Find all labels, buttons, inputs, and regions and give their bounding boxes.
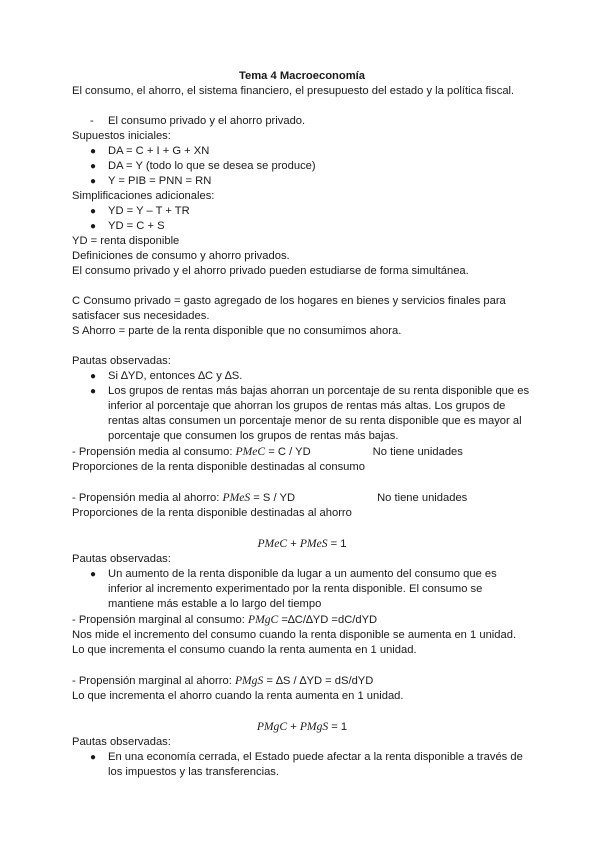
bullet-icon: ●	[90, 176, 97, 187]
consumo-definition-line-1: C Consumo privado = gasto agregado de los hogares en bienes y servicios finales para	[72, 295, 506, 307]
list-item-text: DA = C + I + G + XN	[108, 145, 210, 157]
list-item-line: Un aumento de la renta disponible da lugar a un aumento del consumo que es	[108, 568, 497, 580]
bullet-icon: ●	[90, 569, 97, 580]
pmes-description: Proporciones de la renta disponible destinadas al ahorro	[72, 507, 352, 519]
pmes-units: No tiene unidades	[377, 492, 468, 504]
ahorro-definition: S Ahorro = parte de la renta disponible que no consumimos ahora.	[72, 325, 402, 337]
list-item-line: mantiene más estable a lo largo del tiempo	[108, 598, 322, 610]
list-item-line: En una economía cerrada, el Estado puede afectar a la renta disponible a través de	[108, 751, 523, 763]
list-item-text: YD = Y – T + TR	[108, 205, 190, 217]
consumo-definition-line-2: satisfacer sus necesidades.	[72, 310, 210, 322]
list-item-text: DA = Y (todo lo que se desea se produce)	[108, 160, 316, 172]
pmes-line: - Propensión media al ahorro: PMeS = S / YD No tiene unidades	[72, 491, 468, 504]
list-item-line: inferior al porcentaje que ahorran los grupos de rentas más altas. Los grupos de	[108, 400, 506, 412]
list-item	[72, 219, 532, 234]
bullet-icon: ●	[90, 161, 97, 172]
pmgs-line: - Propensión marginal al ahorro: PMgS = ∆S / ∆YD = dS/dYD	[72, 674, 374, 687]
pmgc-description-2: Lo que incrementa el consumo cuando la renta aumenta en 1 unidad.	[72, 644, 417, 656]
list-item-line: porcentaje que consumen los grupos de rentas más bajas.	[108, 430, 399, 442]
bullet-icon: ●	[90, 206, 97, 217]
pmgs-description: Lo que incrementa el ahorro cuando la renta aumenta en 1 unidad.	[72, 690, 404, 702]
pmgc-description-1: Nos mide el incremento del consumo cuando la renta disponible se aumenta en 1 unidad.	[72, 629, 517, 641]
list-item-text: Si ∆YD, entonces ∆C y ∆S.	[108, 370, 243, 382]
yd-definition: YD = renta disponible	[72, 235, 180, 247]
pmes-symbol: PMeS	[222, 491, 251, 504]
list-item-text: YD = C + S	[108, 220, 165, 232]
list-item	[72, 144, 532, 159]
intro-line: El consumo, el ahorro, el sistema financiero, el presupuesto del estado y la política fiscal.	[72, 85, 515, 97]
dash-item-text: El consumo privado y el ahorro privado.	[108, 115, 306, 127]
list-item	[72, 750, 532, 780]
list-item	[72, 204, 532, 219]
pmec-units: No tiene unidades	[372, 446, 463, 458]
pmgs-symbol: PMgS	[234, 674, 264, 687]
page-title: Tema 4 Macroeconomía	[238, 70, 365, 82]
pmgc-line: - Propensión marginal al consumo: PMgC =∆C/∆YD =dC/dYD	[72, 613, 378, 626]
bullet-icon: ●	[90, 386, 97, 397]
dash-marker: -	[90, 115, 94, 127]
pmec-symbol: PMeC	[235, 445, 266, 458]
pmec-line: - Propensión media al consumo: PMeC = C / YD No tiene unidades	[72, 445, 463, 458]
pautas-heading: Pautas observadas:	[72, 553, 171, 565]
list-item	[72, 384, 532, 444]
bullet-icon: ●	[90, 752, 97, 763]
equation-marginal: PMgC + PMgS = 1	[256, 720, 348, 733]
pmec-description: Proporciones de la renta disponible destinadas al consumo	[72, 461, 365, 473]
supuestos-heading: Supuestos iniciales:	[72, 130, 171, 142]
bullet-icon: ●	[90, 221, 97, 232]
simplificaciones-heading: Simplificaciones adicionales:	[72, 190, 215, 202]
bullet-icon: ●	[90, 371, 97, 382]
list-item	[72, 369, 532, 384]
list-item-text: Y = PIB = PNN = RN	[108, 175, 212, 187]
pautas-heading: Pautas observadas:	[72, 355, 171, 367]
list-item-line: rentas altas consumen un porcentaje menor de su renta disponible que es mayor al	[108, 415, 522, 427]
list-item	[72, 567, 532, 612]
list-item-line: los impuestos y las transferencias.	[108, 766, 279, 778]
pautas-heading: Pautas observadas:	[72, 736, 171, 748]
pmgc-symbol: PMgC	[247, 613, 279, 626]
list-item	[72, 174, 532, 189]
dash-list-item	[72, 114, 532, 129]
definitions-line: Definiciones de consumo y ahorro privados.	[72, 250, 290, 262]
document-page	[72, 69, 532, 780]
list-item-line: inferior al incremento experimentado por la renta disponible. El consumo se	[108, 583, 483, 595]
simultanea-line: El consumo privado y el ahorro privado pueden estudiarse de forma simultánea.	[72, 265, 469, 277]
list-item-line: Los grupos de rentas más bajas ahorran un porcentaje de su renta disponible que es	[108, 385, 530, 397]
bullet-icon: ●	[90, 146, 97, 157]
equation-average: PMeC + PMeS = 1	[257, 537, 347, 550]
list-item	[72, 159, 532, 174]
